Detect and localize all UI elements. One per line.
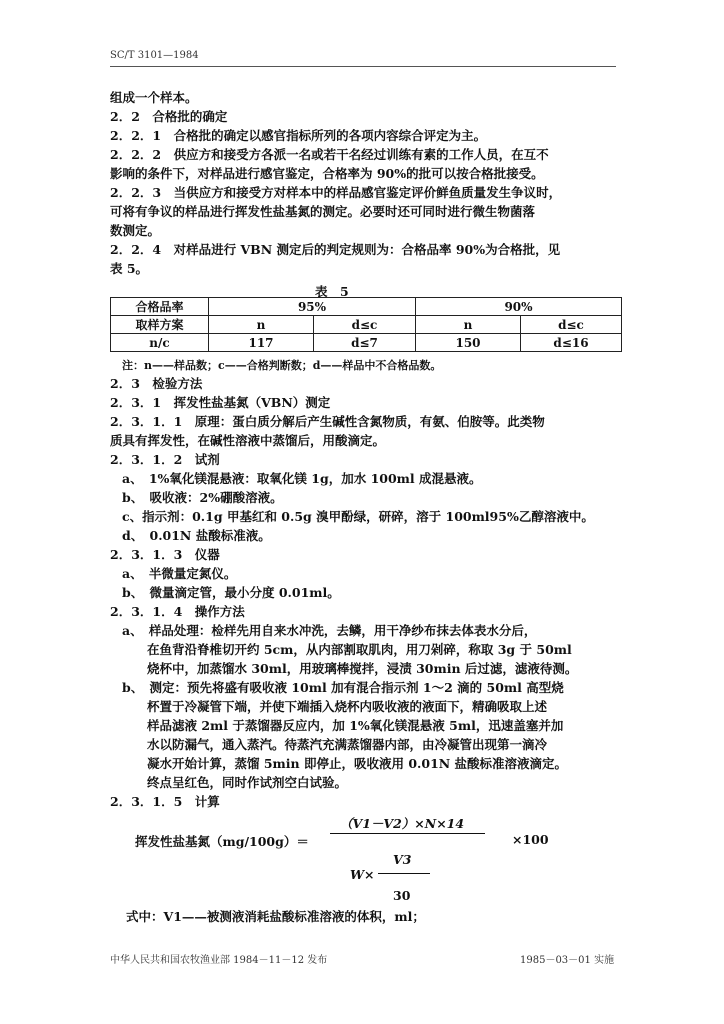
table-cell: 117 — [209, 334, 314, 352]
text-line: 可将有争议的样品进行挥发性盐基氮的测定。必要时还可同时进行微生物菌落 — [110, 204, 536, 219]
table-title: 表 5 — [315, 284, 349, 299]
header-rule — [110, 66, 616, 67]
table-cell: 95% — [209, 298, 416, 316]
table-row — [111, 298, 622, 316]
table-cell: n — [209, 316, 314, 334]
text-line: 在鱼背沿脊椎切开约 5cm，从内部割取肌肉，用刀剁碎，称取 3g 于 50ml — [147, 642, 572, 657]
text-line: b、 测定：预先将盛有吸收液 10ml 加有混合指示剂 1～2 滴的 50ml 高型烧 — [122, 680, 564, 695]
table-cell: 合格品率 — [111, 298, 209, 316]
text-line: 2．2．2 供应方和接受方各派一名或若干名经过训练有素的工作人员，在互不 — [110, 147, 549, 162]
formula-lhs: 挥发性盐基氮（mg/100g）＝ — [135, 834, 309, 849]
text-line: c、指示剂：0.1g 甲基红和 0.5g 溴甲酚绿，研碎，溶于 100ml95%乙醇溶液中。 — [122, 509, 594, 524]
formula-numerator: （V1－V2）×N×14 — [340, 816, 465, 831]
text-line: 影响的条件下，对样品进行感官鉴定，合格率为 90%的批可以按合格批接受。 — [110, 166, 544, 181]
text-line: 2．2．1 合格批的确定以感官指标所列的各项内容综合评定为主。 — [110, 128, 487, 143]
fraction-bar — [378, 873, 430, 874]
text-line: 2．3．1．3 仪器 — [110, 547, 220, 562]
text-line: 数测定。 — [110, 223, 161, 238]
where-line: 式中：V1——被测液消耗盐酸标准溶液的体积，ml； — [126, 909, 425, 924]
text-line: b、 吸收液：2%硼酸溶液。 — [122, 490, 283, 505]
text-line: 水以防漏气，通入蒸汽。待蒸汽充满蒸馏器内部，由冷凝管出现第一滴冷 — [147, 737, 548, 752]
formula-v3: V3 — [393, 852, 412, 867]
text-line: 组成一个样本。 — [110, 90, 198, 105]
text-line: b、 微量滴定管，最小分度 0.01ml。 — [122, 585, 340, 600]
text-line: a、 1%氧化镁混悬液：取氧化镁 1g，加水 100ml 成混悬液。 — [122, 471, 482, 486]
text-line: 2．2．3 当供应方和接受方对样本中的样品感官鉴定评价鲜鱼质量发生争议时， — [110, 185, 562, 200]
table-cell: d≤c — [521, 316, 622, 334]
text-line: d、 0.01N 盐酸标准液。 — [122, 528, 271, 543]
table-row — [111, 316, 622, 334]
text-line: 样品滤液 2ml 于蒸馏器反应内，加 1%氧化镁混悬液 5ml，迅速盖塞并加 — [147, 718, 564, 733]
table-cell: d≤16 — [521, 334, 622, 352]
table-5 — [110, 297, 622, 352]
table-cell: d≤c — [314, 316, 416, 334]
formula-w-times: W× — [350, 867, 375, 882]
text-line: 质具有挥发性，在碱性溶液中蒸馏后，用酸滴定。 — [110, 433, 386, 448]
text-line: 烧杯中，加蒸馏水 30ml，用玻璃棒搅拌，浸渍 30min 后过滤，滤液待测。 — [147, 661, 578, 676]
table-cell: d≤7 — [314, 334, 416, 352]
table-note: 注：n——样品数；c——合格判断数；d——样品中不合格品数。 — [122, 359, 442, 372]
text-line: 2．3．1．2 试剂 — [110, 452, 220, 467]
text-line: 2．3．1．4 操作方法 — [110, 604, 245, 619]
text-line: 2．2 合格批的确定 — [110, 109, 228, 124]
text-line: 2．3．1．5 计算 — [110, 794, 220, 809]
text-line: 2．3 检验方法 — [110, 376, 203, 391]
text-line: 2．3．1．1 原理：蛋白质分解后产生碱性含氮物质，有氨、伯胺等。此类物 — [110, 414, 545, 429]
fraction-bar — [330, 833, 485, 834]
text-line: 2．3．1 挥发性盐基氮（VBN）测定 — [110, 395, 331, 410]
text-line: a、 半微量定氮仪。 — [122, 566, 237, 581]
formula-thirty: 30 — [393, 888, 411, 903]
text-line: 凝水开始计算，蒸馏 5min 即停止，吸收液用 0.01N 盐酸标准溶液滴定。 — [147, 756, 568, 771]
footer-issue: 中华人民共和国农牧渔业部 1984－11－12 发布 — [110, 955, 328, 966]
text-line: 2．2．4 对样品进行 VBN 测定后的判定规则为：合格品率 90%为合格批，见 — [110, 242, 561, 257]
table-cell: 取样方案 — [111, 316, 209, 334]
text-line: 终点呈红色，同时作试剂空白试验。 — [147, 775, 348, 790]
table-cell: 90% — [416, 298, 622, 316]
footer-effective: 1985－03－01 实施 — [520, 955, 615, 966]
table-cell: n — [416, 316, 521, 334]
table-row — [111, 334, 622, 352]
table-cell: 150 — [416, 334, 521, 352]
text-line: a、 样品处理：检样先用自来水冲洗，去鳞，用干净纱布抹去体表水分后， — [122, 623, 537, 638]
text-line: 表 5。 — [110, 261, 149, 276]
table-cell: n/c — [111, 334, 209, 352]
formula-times-100: ×100 — [512, 832, 549, 847]
text-line: 杯置于冷凝管下端，并使下端插入烧杯内吸收液的液面下，精确吸取上述 — [147, 699, 548, 714]
standard-code-header: SC/T 3101—1984 — [110, 50, 199, 61]
